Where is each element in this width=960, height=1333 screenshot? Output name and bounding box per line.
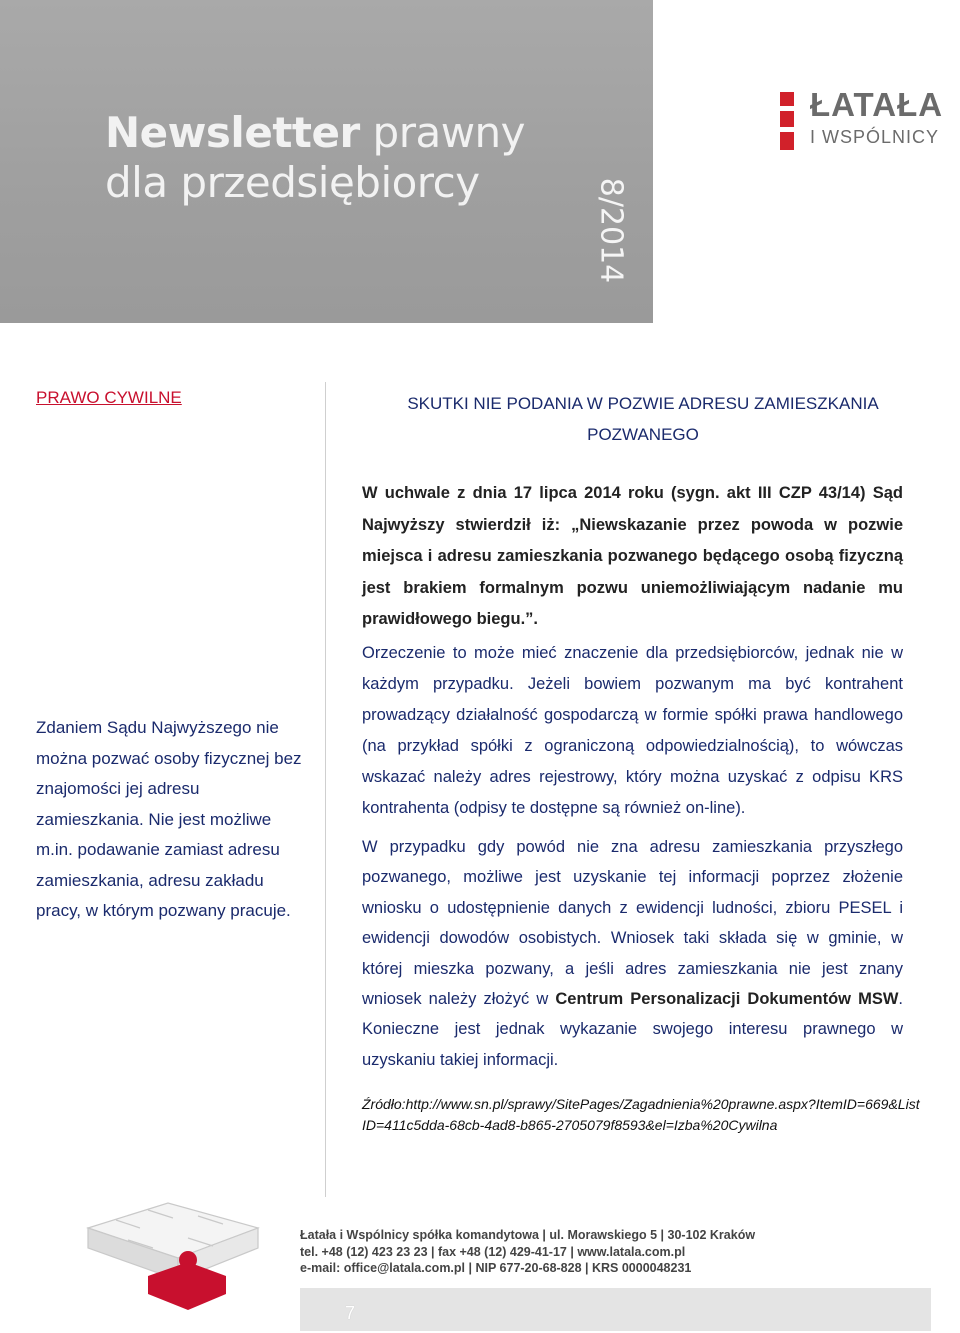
footer-contact bbox=[300, 1227, 755, 1277]
paragraph-3 bbox=[362, 832, 903, 1075]
puzzle-icon bbox=[78, 1198, 278, 1333]
issue-number-text: 8/2014 bbox=[593, 177, 629, 283]
column-divider bbox=[325, 382, 326, 1197]
footer-line-3: e-mail: office@latala.com.pl | NIP 677-20-68-828 | KRS 0000048231 bbox=[300, 1261, 692, 1275]
paragraph-3-bold: Centrum Personalizacji Dokumentów MSW bbox=[555, 990, 899, 1009]
section-label: PRAWO CYWILNE bbox=[36, 388, 182, 407]
page-number: 7 bbox=[345, 1303, 356, 1323]
footer-line-2: tel. +48 (12) 423 23 23 | fax +48 (12) 429-41-17 | www.latala.com.pl bbox=[300, 1244, 686, 1259]
newsletter-banner bbox=[0, 0, 653, 323]
side-quote: Zdaniem Sądu Najwyższego nie można pozwać osoby fizycznej bez znajomości jej adresu zamieszkania. Nie jest możliwe m.in. podawanie zamiast adresu zamieszkania, adresu zakładu pracy, w którym pozwany pracuje. bbox=[36, 718, 302, 920]
issue-number bbox=[566, 177, 656, 283]
paragraph-3-part-b: . Konieczne jest jednak wykazanie swojego interesu prawnego w uzyskaniu takiej informacji. bbox=[362, 990, 903, 1069]
red-squares-icon bbox=[780, 92, 794, 150]
paragraph-2: Orzeczenie to może mieć znaczenie dla przedsiębiorców, jednak nie w każdym przypadku. Jeżeli bowiem pozwanym ma być kontrahent prowadzący działalność gospodarczą w formie spółki prawa handlowego (na przykład spółki z ograniczoną odpowiedzialnością), to wówczas wskazać należy adres rejestrowy, który można uzyskać z odpisu KRS kontrahenta (odpisy te dostępne są również on-line). bbox=[362, 644, 903, 817]
banner-title-line2: dla przedsiębiorcy bbox=[105, 158, 480, 207]
paragraph-1: W uchwale z dnia 17 lipca 2014 roku (sygn. akt III CZP 43/14) Sąd Najwyższy stwierdził iż: „Niewskazanie przez powoda w pozwie miejsca i adresu zamieszkania pozwanego będącego osobą fizyczną jest brakiem formalnym pozwu uniemożliwiającym nadanie mu prawidłowego biegu.”. bbox=[362, 484, 903, 628]
paragraph-3-part-a: W przypadku gdy powód nie zna adresu zamieszkania przyszłego pozwanego, możliwe jest uzyskanie tej informacji poprzez złożenie wniosku o udostępnienie danych z ewidencji ludności, zbioru PESEL i ewidencji dowodów osobistych. Wniosek taki składa się w gminie, w której mieszka pozwany, a jeśli adres zamieszkania nie jest znany wniosek należy złożyć w bbox=[362, 838, 903, 1009]
banner-title bbox=[105, 108, 525, 208]
source-link[interactable]: Źródło:http://www.sn.pl/sprawy/SitePages/Zagadnienia%20prawne.aspx?ItemID=669&ListID=411c5dda-68cb-4ad8-b865-2705079f8593&el=Izba%20Cywilna bbox=[362, 1096, 920, 1133]
footer-bar bbox=[300, 1288, 931, 1331]
article-heading: SKUTKI NIE PODANIA W POZWIE ADRESU ZAMIESZKANIA POZWANEGO bbox=[407, 394, 879, 444]
banner-title-rest: prawny bbox=[372, 108, 526, 157]
footer-line-1: Łatała i Wspólnicy spółka komandytowa | ul. Morawskiego 5 | 30-102 Kraków bbox=[300, 1228, 756, 1242]
banner-title-bold: Newsletter bbox=[105, 108, 360, 157]
logo-name: ŁATAŁA bbox=[810, 86, 944, 123]
logo-subtitle: I WSPÓLNICY bbox=[810, 127, 940, 147]
